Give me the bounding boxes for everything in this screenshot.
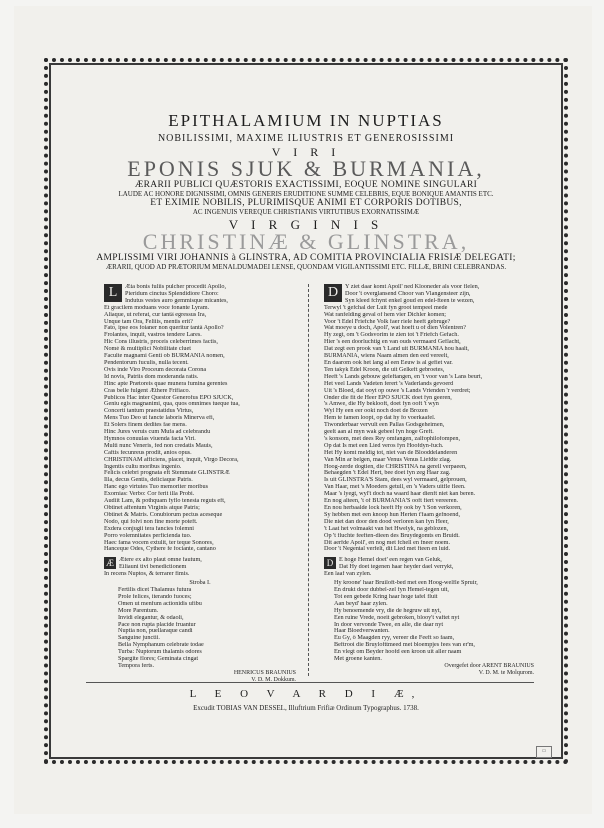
verse-line: Haec fama vocem extulit, ter teque Sonores, <box>104 539 214 546</box>
verse-line: Hoog-zerde dogtien, die CHRISTINA na gerell verpaeen, <box>324 463 467 470</box>
verse-line: Id novis, Patriis dom moderanda ratis. <box>104 373 199 380</box>
verse-line: Wyl Hy een eer ookt noch doet de Brozen <box>324 408 428 415</box>
verse-line: Haar Bloedverwanten. <box>334 628 390 635</box>
verse-line: Omen ut menfum actionidis ufibu <box>118 600 202 607</box>
bride-line-2: ÆRARII, QUOD AD PRÆTORIUM MENALDUMADEI LENSE, QUONDAM VIGILANTISSIMI ETC. FILLÆ, BRINI CELEBRANDAS. <box>105 263 507 271</box>
verse-line: Frolantes, inquit, vastros tendere Lares. <box>104 332 202 339</box>
page-title: EPITHALAMIUM IN NUPTIAS <box>168 111 444 130</box>
verse-line: Nodo, qui folvi non fine morte poteft. <box>104 518 198 525</box>
header <box>60 112 552 271</box>
verse-line: Ovis inde Viro Proceum decorata Corona <box>104 366 207 373</box>
verse-line: Obtinet & Matris. Conubiorum pectus aceseque <box>104 511 223 518</box>
drop-cap: Æ <box>105 558 114 569</box>
verse-line: Felicis celebri prognata eft Stemmate GLINSTRÆ <box>104 470 230 477</box>
verse-line: Is uit GLINSTRA'S Stam, dees wyl vermaard, gelprouen, <box>324 477 467 484</box>
verse-line: En drukt door dubbel-zel fyn Hemel-tegen uit, <box>334 586 449 593</box>
verse-line: Behaegden 't Edel Hert, bee doet fyn zeg Haar zag. <box>324 470 451 477</box>
verse-line: Dat zegt een prook van 't Land uit BURMANIA hou haalt, <box>324 346 469 353</box>
verse-line: 't Laat het volmaakt van het Hwelyk, na geblozen, <box>324 525 449 532</box>
dutch-poem <box>324 284 534 553</box>
verse-line: Onder die fit de Heer EPO SJUCK doet fyn geeren, <box>324 394 452 401</box>
verse-line: More Parentum. <box>118 607 159 614</box>
verse-line: Uit 's Bloed, dat ooyt op ouwe 's Lands Vrienden 'r verdret; <box>324 387 471 394</box>
groom-line-1: ÆRARII PUBLICI QUÆSTORIS EXACTISSIMI, EOQUE NOMINE SINGULARI <box>134 180 478 190</box>
verse-line: Van Haar, met 's Moeders getull, en 's Vaders uitfle fleen. <box>324 484 466 491</box>
virginis-heading: V I R G I N I S <box>228 217 384 232</box>
verse-line: Die niet dan door den dood verloren kan fyn Heer, <box>324 518 449 525</box>
verse-line: Hy benoemende vry, die de hegruw uit nyt, <box>334 607 441 614</box>
verse-line: Ten takyk Edel Kroon, die uit Gelkeft gebroetes, <box>324 366 445 373</box>
verse-line: Obtinet affentum Virginis atque Patris; <box>104 505 200 511</box>
ode-title: Stroba I. <box>189 579 211 587</box>
verse-line: Maar 's lyegt, wyl't doch na waard haar dienft niet kan beren. <box>324 491 476 498</box>
verse-line: Pace non rupta placide fruantur <box>118 621 196 628</box>
verse-line: Het Hy komt meldig tot, niet van de Blooddelanderen <box>324 449 458 456</box>
verse-line: Hanc ego virtutes Tuo memoriter moribus <box>104 484 208 491</box>
verse-line: geelt aan al myn wak gebeel fyn hoge Greft. <box>324 429 434 436</box>
latin-invocation <box>104 557 296 578</box>
dutch-ode <box>324 580 534 663</box>
verse-line: Op 't fluchte feeften-dieen des Bruydegomts en Bruidt. <box>324 532 460 539</box>
signature-name: HENRICUS BRAUNIUS <box>233 669 296 676</box>
column-divider <box>308 284 309 676</box>
verse-line: Cras belle fulgent Æthere Frifiaco. <box>104 387 191 394</box>
verse-line: Eiliauni tivi benedictionem <box>119 564 187 571</box>
imprint-city: L E O V A R D I Æ, <box>189 688 423 700</box>
verse-line: Dat Hy doet tegenen haar heyder dael verrykt, <box>339 564 454 571</box>
footer-rule <box>86 682 534 683</box>
verse-line: En nou herbaalde lock heeft Hy ook by 't Son verkoren, <box>324 505 462 511</box>
drop-cap: D <box>324 557 336 569</box>
subtitle: NOBILISSIMI, MAXIME ILIUSTRIS ET GENEROSISSIMI <box>157 133 455 144</box>
verse-line: Nuptia non, puellaraque candi <box>118 628 193 635</box>
viri-heading: V I R I <box>271 145 341 159</box>
verse-line: 's Amwe, die Hy beklooft, doet fyn ooft 't wyn <box>324 401 439 408</box>
verse-line: Illa, decus Gentis, deliciaque Patris. <box>104 477 193 484</box>
verse-line: Hem te famen loopt, op dat hy fo voerkaafel. <box>324 415 436 422</box>
drop-cap: D <box>324 284 342 302</box>
verse-line: Door 't Negental verfelt, dit Lied met fteen en luid. <box>324 546 451 553</box>
verse-line: Heeft 's Lands gebouw geleftangen, en 't voor van 's Lans beurt, <box>324 373 483 380</box>
verse-line: Wat ranfelding geval of hem vier Dichler komen; <box>324 311 447 318</box>
verse-line: Tiwonderbaar vervult een Pallas Godsgeheimen, <box>324 422 445 429</box>
verse-line: Aan beyd' haar zylen. <box>334 600 388 607</box>
verse-line: Pieridum cinctus Splendidiore Choro: <box>125 290 219 297</box>
verse-line: Et Solers finem dedites fae mens. <box>104 422 187 429</box>
verse-line: Hinc apte Prætoreis quae munera fumina gerentes <box>104 380 228 387</box>
verse-line: Bella Nymphanum celebrate todae <box>118 642 204 649</box>
verse-line: Het veel Lands Vadeten ferert 's Vaderlands gevoerd <box>324 380 454 387</box>
groom-line-2: LAUDE AC HONORE DIGNISSIMI, OMNIS GENERIS ERUDITIONE SUMME CELEBRIS, EQUE BONIQUE AMANTIS ETC. <box>118 190 494 198</box>
latin-column <box>86 284 296 684</box>
verse-line: En daarom ook het lang al een Eeuw is al gefiet var. <box>324 359 453 366</box>
verse-line: CHRISTINAM afficiens, placet, inquit, Virgo Decora, <box>104 456 239 463</box>
latin-ode <box>104 587 296 670</box>
verse-line: Hy kroone' haar Bruiloft-bed met een Hoog-welfle Spruir, <box>334 580 478 587</box>
verse-line: Porro volemnitates perficienda tuo. <box>104 532 192 539</box>
verse-line: Nomé & multiplici Nobilitate cluet <box>104 346 191 353</box>
verse-line: E hoge Hemel doet' een regen van Geluk, <box>339 557 442 564</box>
verse-line: Caftis fecunreus prodit, anios opus. <box>104 449 192 456</box>
verse-line: Multi nunc Veneris, fed non credatis Mauis, <box>104 442 213 449</box>
verse-line: Fato, ipse eos foianer non queritur tantâ Apollo? <box>104 325 224 332</box>
verse-line: Hymnos conuulas viuenda facta Viri. <box>104 435 196 442</box>
verse-line: Æta bonis fuliis pulcher procedit Apollo, <box>125 284 227 290</box>
latin-poem <box>104 284 296 553</box>
broadside-page <box>60 70 552 750</box>
signature-name: Overgefet door ARENT BRAUNIUS <box>444 662 534 669</box>
groom-line-3: ET EXIMIE NOBILIS, PLURIMISQUE ANIMI ET CORPORIS DOTIBUS, <box>150 198 462 208</box>
verse-line: Fertilis dicet Thalamus futura <box>118 586 192 593</box>
verse-line: Een laaf van zylen. <box>324 571 372 578</box>
verse-line: Syn kleed fchynt enkel goud en edel-fteen te wezen, <box>345 297 475 304</box>
verse-line: Hier 's een doorluchtig en van ouds vermaard Geflacht, <box>324 339 461 346</box>
verse-line: Ingentis cultu moribus ingenio. <box>104 463 182 470</box>
verse-line: BURMANIA, wiens Naam almen den eed vereelt, <box>324 353 449 360</box>
verse-line: Pendentorum fuculis, nulla tecent. <box>104 359 189 366</box>
verse-line: Unque tam Ora, Feliiis, mentis erit? <box>104 318 193 325</box>
verse-line: Hanceque Odes, Cythere fe fociante, cantano <box>104 546 216 553</box>
verse-line: Concerti tantum praestatidus Virtus, <box>104 408 194 415</box>
verse-line: Aliaque, ut referat, cur tantâ egressus Ira, <box>104 311 207 318</box>
verse-line: Hy zegt, om 't Godsvorim te zien tot 't Friefch Gefach. <box>324 332 459 339</box>
signature-role: V. D. M. Dokkum. <box>251 676 296 683</box>
verse-line: Indutus vestes auro gemmisque micantes, <box>125 297 228 304</box>
verse-line: Met groene kanten. <box>334 656 382 663</box>
bride-name: CHRISTINÆ & GLINSTRA, <box>142 229 470 254</box>
verse-line: Van Min ar belgen, maar Venus Venus Liefdte zlag. <box>324 456 452 463</box>
verse-line: Tot een gebede Kring haar hoge tafel fluit <box>334 593 438 600</box>
verse-line: In door vervonde Twee, en alle, die daar nyt <box>334 621 444 628</box>
verse-line: Dit aerfde Apoll', en nog met fchell en fneer noem. <box>324 539 451 546</box>
groom-name: EPONIS SJUK & BURMANIA, <box>127 156 485 181</box>
verse-line: Op dat Is met een Lied veros fyn Hoofdyn-fuch. <box>324 442 444 449</box>
dutch-column <box>324 284 534 677</box>
archive-stamp-icon: ▭ <box>536 746 552 758</box>
verse-line: Et gracilem moduans voce fonante Lyram. <box>104 304 210 311</box>
signature-role: V. D. M. te Molqurom. <box>478 669 534 676</box>
verse-line: Eu Gy, ô Maagden ryy, vereer die Feeft so faam, <box>334 635 455 642</box>
verse-line: Turba: Nuptorum thalamis odores <box>118 649 202 656</box>
verse-line: Voor 't Edel Friefche Volk faer riele heeft gebruge? <box>324 318 451 325</box>
verse-line: Publicos Hac inter Questor Generofus EPO SJUCK, <box>104 394 234 401</box>
verse-line: Ætere ex alto plaut omne fautum, <box>119 557 202 564</box>
verse-line: Prole felices, iterando fuoces; <box>118 593 192 600</box>
poem-columns <box>86 284 534 684</box>
verse-line: Wat moeye u doch, Apoll', wat hoeft u of dien Volentren? <box>324 325 466 332</box>
verse-line: Geniu egis magnanimi, qua, quos omnimes tueque tua, <box>104 401 240 408</box>
imprint-printer: Excudit TOBIAS VAN DESSEL, Illuftrium Frifiæ Ordinum Typographus. 1738. <box>193 704 419 712</box>
verse-line: Hinc Jures veruis cum Mufa ad celebrandu <box>104 429 211 436</box>
verse-line: En vlegt om Beyder hoofd een kroon uit aller naam <box>334 649 462 656</box>
verse-line: 's konsom, met dees Rey omfangen, zalfophilofompen, <box>324 435 461 442</box>
verse-line: Exdera conjugii tera fancies folemni <box>104 525 195 532</box>
verse-line: Spargite flores; Geminata cingat <box>118 656 199 663</box>
drop-cap: L <box>104 284 122 302</box>
verse-line: Audiit Lam, & pothquam fyflo tenesta reguts eft, <box>104 498 226 505</box>
verse-line: En nog alteen, 't of BURMANIA'S ooft fiert vereeren. <box>324 498 459 505</box>
verse-line: Sanguine junctii. <box>118 635 160 642</box>
verse-line: Exornias: Verbo: Cor ferit illa Probi. <box>104 491 195 498</box>
verse-line: Faculte magnami Genti ob BURMANIA nomen, <box>104 353 225 360</box>
verse-line: Hic Cons illustris, proceis celeberrimes factis, <box>104 339 218 346</box>
verse-line: Tempora ferts. <box>118 662 154 669</box>
verse-line: Invidi elegantur, & odaoli, <box>118 614 184 621</box>
verse-line: Door 't overglansend Choor van Vlangensteer zijn, <box>345 290 471 297</box>
dutch-invocation <box>324 557 534 578</box>
verse-line: Terwyl 't gefchal der Luit fyn groot tempeel mede <box>324 304 448 311</box>
verse-line: In recens Nuptos, & terrarer fimis. <box>104 571 190 578</box>
verse-line: Y ziet daar komt Apoll' ned Klooneder als voor flelen, <box>345 284 480 290</box>
bride-line-1: AMPLISSIMI VIRI JOHANNIS à GLINSTRA, AD COMITIA PROVINCIALIA FRISIÆ DELEGATI; <box>96 253 516 263</box>
verse-line: Mens Tuo Deo ut fancte laboris Minerva efi, <box>104 415 215 422</box>
verse-line: Beftrooi die Bruylofttmeed met bloempjes fees van er'm, <box>334 642 475 649</box>
verse-line: Sy hebben met een knoop hun Herten t'faam gefnoend, <box>324 511 460 518</box>
groom-line-4: AC INGENUIS VEREQUE CHRISTIANIS VIRTUTIBUS EXORNATISSIMÆ <box>192 208 420 216</box>
verse-line: Een ruine Vrede, noeit gebroken, blooy't vaftet nyt <box>334 614 460 621</box>
